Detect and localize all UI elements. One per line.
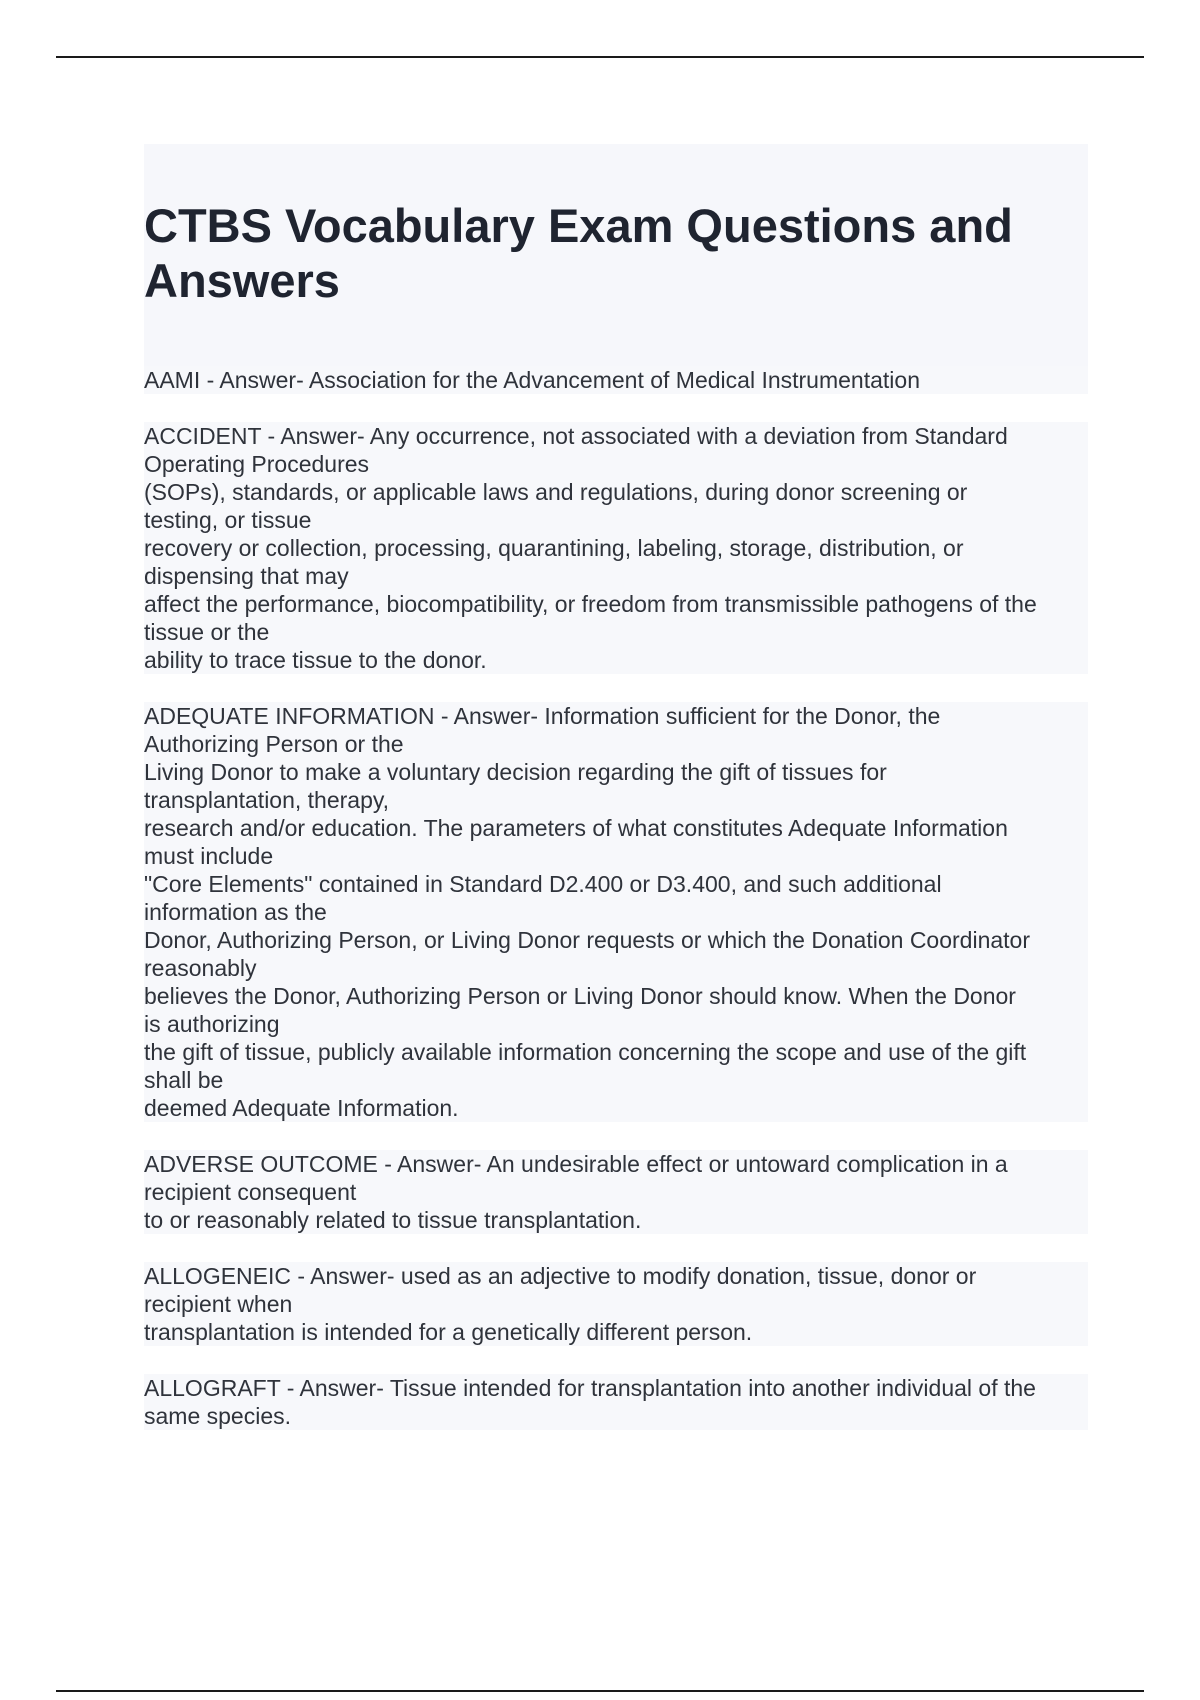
page-title: CTBS Vocabulary Exam Questions and Answers xyxy=(144,199,1013,307)
vocabulary-entry-accident: ACCIDENT - Answer- Any occurrence, not associated with a deviation from Standard Operating Procedures (SOPs), standards, or applicable laws and regulations, during donor screening or testing, or tissue recovery or collection, processing, quarantining, labeling, storage, distribution, or dispensing that may affect the performance, biocompatibility, or freedom from transmissible pathogens of the tissue or the ability to trace tissue to the donor. xyxy=(144,422,1088,674)
vocabulary-entry-adverse-outcome: ADVERSE OUTCOME - Answer- An undesirable effect or untoward complication in a recipient consequent to or reasonably related to tissue transplantation. xyxy=(144,1150,1088,1234)
vocabulary-entry-aami: AAMI - Answer- Association for the Advancement of Medical Instrumentation xyxy=(144,366,1088,394)
vocabulary-entry-adequate-information: ADEQUATE INFORMATION - Answer- Information sufficient for the Donor, the Authorizing Person or the Living Donor to make a voluntary decision regarding the gift of tissues for transplantation, therapy, research and/or education. The parameters of what constitutes Adequate Information must include "Core Elements" contained in Standard D2.400 or D3.400, and such additional information as the Donor, Authorizing Person, or Living Donor requests or which the Donation Coordinator reasonably believes the Donor, Authorizing Person or Living Donor should know. When the Donor is authorizing the gift of tissue, publicly available information concerning the scope and use of the gift shall be deemed Adequate Information. xyxy=(144,702,1088,1122)
vocabulary-list xyxy=(144,366,1088,1458)
vocabulary-entry-allogeneic: ALLOGENEIC - Answer- used as an adjective to modify donation, tissue, donor or recipient when transplantation is intended for a genetically different person. xyxy=(144,1262,1088,1346)
top-rule xyxy=(56,56,1144,58)
vocabulary-entry-allograft: ALLOGRAFT - Answer- Tissue intended for transplantation into another individual of the same species. xyxy=(144,1374,1088,1430)
bottom-rule xyxy=(56,1690,1144,1692)
